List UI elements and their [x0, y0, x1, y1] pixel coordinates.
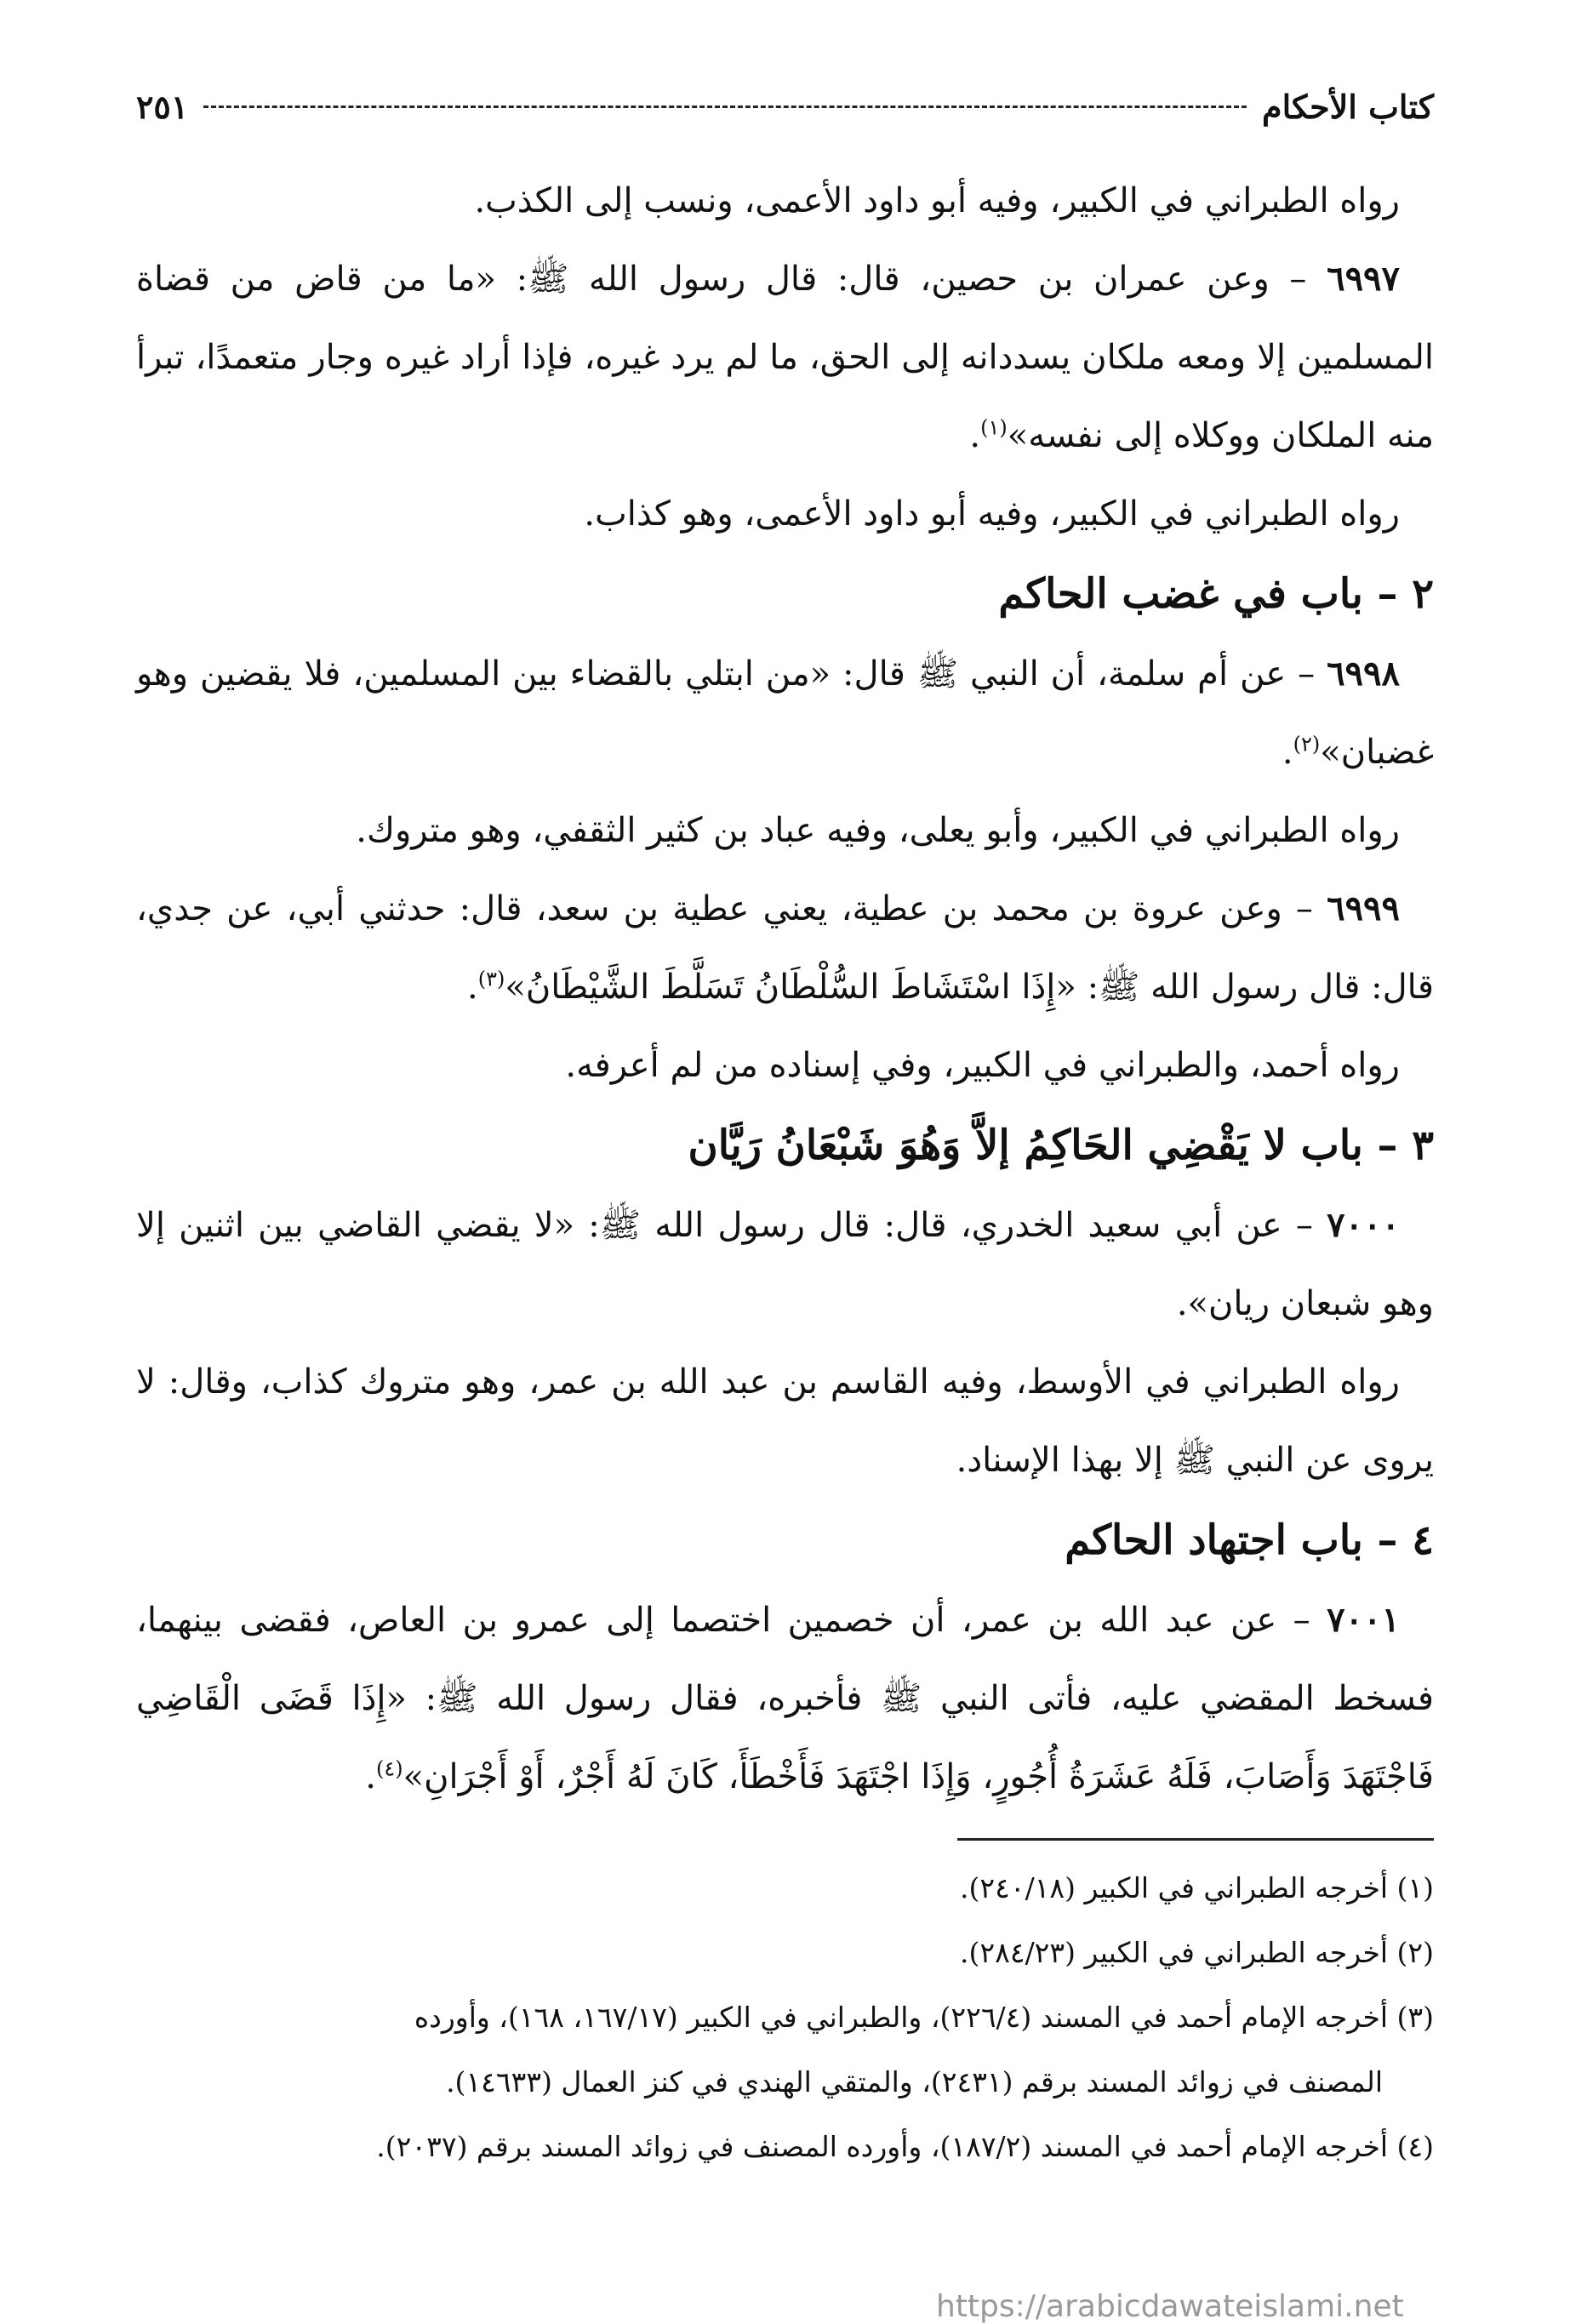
main-text [136, 162, 1434, 1816]
footnote-marker: (٣) [477, 967, 505, 991]
hadith-number: ٦٩٩٧ [1327, 259, 1401, 299]
footnote-line: (٤) أخرجه الإمام أحمد في المسند (١٨٧/٢)، وأورده المصنف في زوائد المسند برقم (٢٠٣٧). [376, 2130, 1434, 2163]
hadith-paragraph [136, 870, 1434, 1026]
sentence-end: . [1282, 733, 1293, 772]
hadith-text: – عن أبي سعيد الخدري، قال: قال رسول الله ﷺ: «لا يقضي القاضي بين اثنين إلا وهو شبعان ريان». [136, 1206, 1434, 1323]
commentary-paragraph: رواه الطبراني في الكبير، وأبو يعلى، وفيه عباد بن كثير الثقفي، وهو متروك. [356, 811, 1400, 850]
footnotes [136, 1856, 1434, 2179]
section-heading: ٤ – باب اجتهاد الحاكم [1065, 1516, 1434, 1564]
footnote-line: (١) أخرجه الطبراني في الكبير (٢٤٠/١٨). [960, 1871, 1434, 1904]
commentary-paragraph: رواه الطبراني في الكبير، وفيه أبو داود الأعمى، وهو كذاب. [584, 494, 1400, 534]
footnote-line: (٣) أخرجه الإمام أحمد في المسند (٢٢٦/٤)، والطبراني في الكبير (١٦٧/١٧، ١٦٨)، وأورده [414, 2001, 1434, 2034]
footnote-marker: (٢) [1293, 732, 1321, 757]
header-rule [203, 106, 1247, 108]
watermark-url: https://arabicdawateislami.net [936, 2289, 1404, 2324]
hadith-number: ٦٩٩٩ [1327, 888, 1401, 928]
hadith-paragraph [136, 635, 1434, 791]
section-heading: ٣ – باب لا يَقْضِي الحَاكِمُ إلاَّ وَهُوَ شَبْعَانُ رَيَّان [688, 1122, 1434, 1169]
commentary-paragraph: رواه أحمد، والطبراني في الكبير، وفي إسناده من لم أعرفه. [565, 1046, 1400, 1085]
footnote-line: (٢) أخرجه الطبراني في الكبير (٢٨٤/٢٣). [960, 1936, 1434, 1969]
hadith-number: ٧٠٠٠ [1327, 1205, 1400, 1245]
footnote-line: المصنف في زوائد المسند برقم (٢٤٣١)، والمتقي الهندي في كنز العمال (١٤٦٣٣). [446, 2065, 1383, 2098]
running-head [136, 68, 1434, 145]
commentary-paragraph: رواه الطبراني في الأوسط، وفيه القاسم بن عبد الله بن عمر، وهو متروك كذاب، وقال: لا يروى عن النبي ﷺ إلا بهذا الإسناد. [136, 1362, 1434, 1480]
sentence-end: . [467, 968, 478, 1007]
hadith-paragraph [136, 240, 1434, 475]
hadith-text: – عن عبد الله بن عمر، أن خصمين اختصما إلى عمرو بن العاص، فقضى بينهما، فسخط المقضي عليه، فأتى النبي ﷺ فأخبره، فقال رسول الله ﷺ: «إِذَا قَضَى الْقَاضِي فَاجْتَهَدَ وَأَصَابَ، فَلَهُ عَشَرَةُ أُجُورٍ، وَإِذَا اجْتَهَدَ فَأَخْطَأَ، كَانَ لَهُ أَجْرٌ، أَوْ أَجْرَانِ» [136, 1601, 1434, 1796]
footnote-marker: (٤) [375, 1756, 403, 1781]
page-number: ٢٥١ [136, 87, 189, 126]
hadith-text: – وعن عمران بن حصين، قال: قال رسول الله ﷺ: «ما من قاض من قضاة المسلمين إلا ومعه ملكان يسددانه إلى الحق، ما لم يرد غيره، فإذا أراد غيره وجار متعمدًا، تبرأ منه الملكان ووكلاه إلى نفسه» [136, 260, 1434, 455]
section-heading: ٢ – باب في غضب الحاكم [998, 570, 1434, 618]
hadith-number: ٦٩٩٨ [1327, 654, 1400, 694]
hadith-paragraph [136, 1581, 1434, 1816]
commentary-paragraph: رواه الطبراني في الكبير، وفيه أبو داود الأعمى، ونسب إلى الكذب. [474, 181, 1400, 220]
sentence-end: . [365, 1757, 376, 1796]
footnote-separator [957, 1838, 1434, 1841]
book-title: كتاب الأحكام [1262, 87, 1434, 126]
book-page [136, 68, 1434, 2324]
sentence-end: . [969, 416, 981, 455]
footnote-marker: (١) [980, 415, 1008, 440]
hadith-text: – وعن عروة بن محمد بن عطية، يعني عطية بن سعد، قال: حدثني أبي، عن جدي، قال: قال رسول الله ﷺ: «إِذَا اسْتَشَاطَ السُّلْطَانُ تَسَلَّطَ الشَّيْطَانُ» [136, 889, 1434, 1007]
hadith-paragraph [136, 1186, 1434, 1343]
hadith-number: ٧٠٠١ [1327, 1600, 1400, 1640]
hadith-text: – عن أم سلمة، أن النبي ﷺ قال: «من ابتلي بالقضاء بين المسلمين، فلا يقضين وهو غضبان» [136, 654, 1434, 772]
